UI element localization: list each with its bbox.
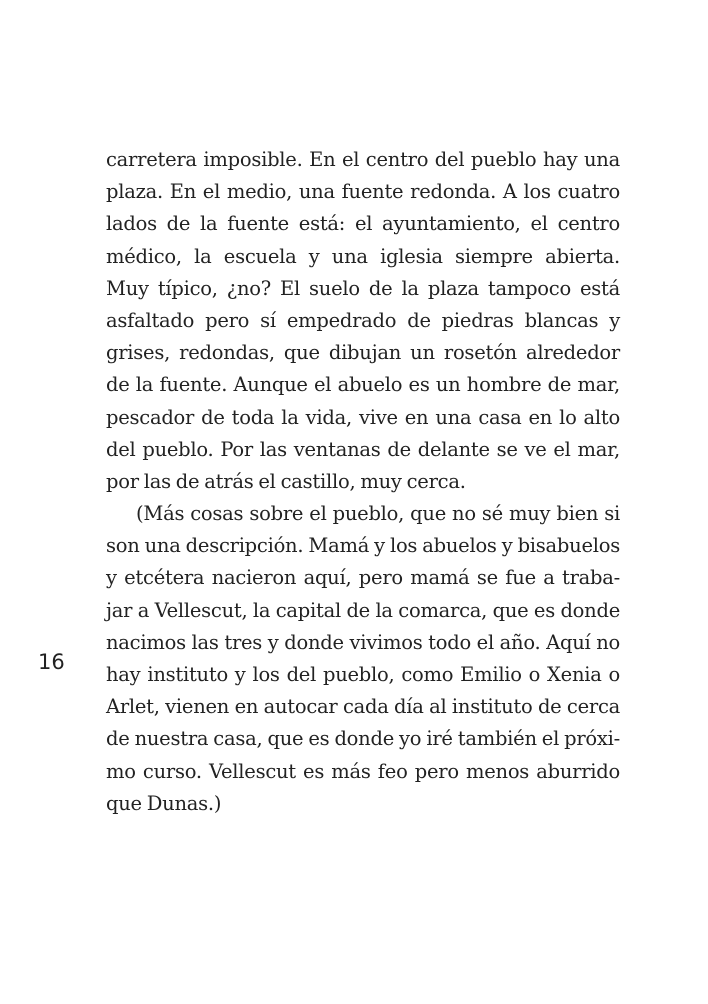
- text-line: médico, la escuela y una iglesia siempre abierta.: [106, 244, 620, 268]
- text-line: lados de la fuente está: el ayuntamiento, el centro: [106, 212, 620, 236]
- text-line: mo curso. Vellescut es más feo pero menos aburrido: [106, 759, 620, 783]
- text-line: pescador de toda la vida, vive en una casa en lo alto: [106, 405, 620, 429]
- text-line: de nuestra casa, que es donde yo iré también el próxi-: [106, 727, 620, 751]
- text-line: grises, redondas, que dibujan un rosetón alrededor: [106, 341, 620, 365]
- paragraph-start-line: (Más cosas sobre el pueblo, que no sé muy bien si: [136, 502, 620, 526]
- text-line: Arlet, vienen en autocar cada día al instituto de cerca: [106, 695, 620, 719]
- text-line: carretera imposible. En el centro del pueblo hay una: [106, 148, 620, 171]
- paragraph-end-line: por las de atrás el castillo, muy cerca.: [106, 469, 466, 493]
- page-number: 16: [38, 650, 65, 674]
- body-text: [106, 144, 620, 820]
- text-line: Muy típico, ¿no? El suelo de la plaza tampoco está: [106, 276, 620, 300]
- text-line: jar a Vellescut, la capital de la comarca, que es donde: [106, 598, 620, 622]
- text-line: nacimos las tres y donde vivimos todo el año. Aquí no: [106, 630, 620, 654]
- text-line: plaza. En el medio, una fuente redonda. A los cuatro: [106, 180, 620, 204]
- paragraph-end-line: que Dunas.): [106, 791, 222, 815]
- text-line: del pueblo. Por las ventanas de delante se ve el mar,: [106, 437, 620, 461]
- text-line: asfaltado pero sí empedrado de piedras blancas y: [106, 308, 620, 332]
- text-line: de la fuente. Aunque el abuelo es un hombre de mar,: [106, 373, 620, 397]
- text-line: hay instituto y los del pueblo, como Emilio o Xenia o: [106, 663, 620, 686]
- text-line: son una descripción. Mamá y los abuelos y bisabuelos: [106, 534, 620, 558]
- text-line: y etcétera nacieron aquí, pero mamá se fue a traba-: [106, 566, 620, 590]
